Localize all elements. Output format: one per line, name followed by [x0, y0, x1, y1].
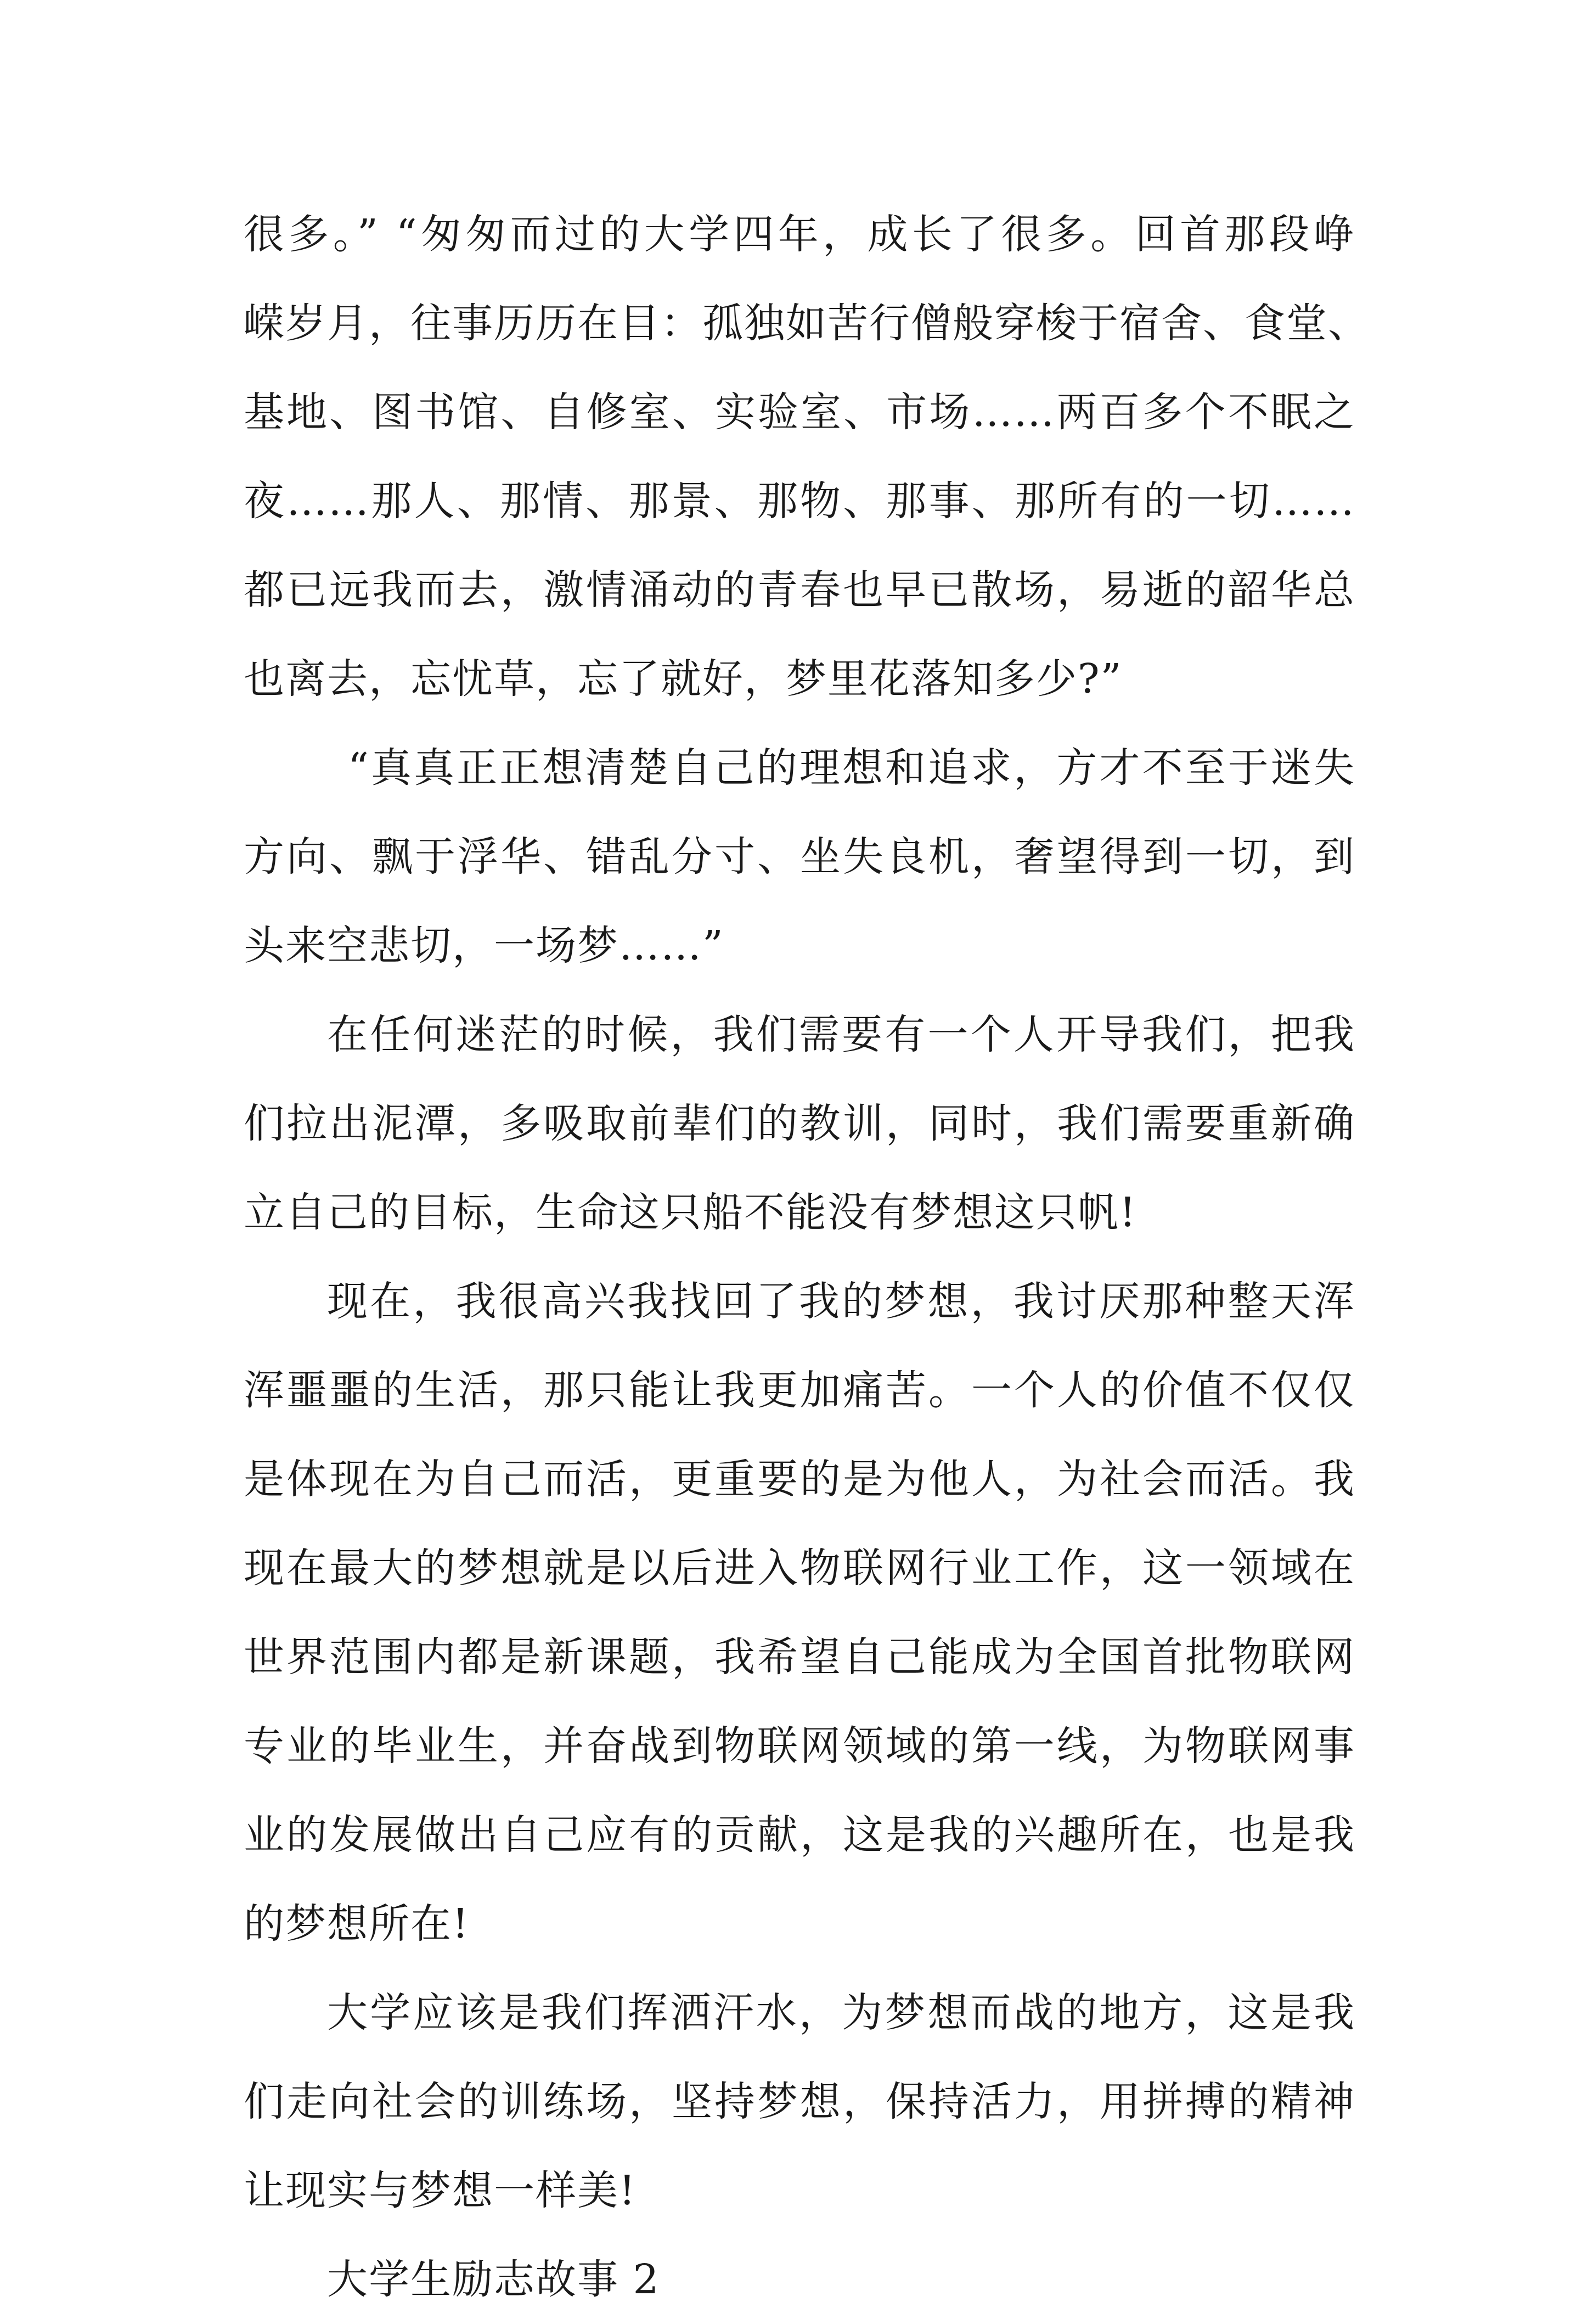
text-line: 也离去，忘忧草，忘了就好，梦里花落知多少?” [244, 655, 1123, 703]
text-line: 让现实与梦想一样美! [244, 2167, 637, 2214]
paragraph [244, 1257, 1355, 1968]
text-line: 大学应该是我们挥洒汗水，为梦想而战的地方，这是我 [327, 1989, 1355, 2036]
text-line: 世界范围内都是新课题，我希望自己能成为全国首批物联网 [244, 1633, 1355, 1681]
text-line: 基地、图书馆、自修室、实验室、市场……两百多个不眠之 [244, 389, 1355, 436]
text-line: 头来空悲切，一场梦……” [244, 922, 724, 969]
text-line: 专业的毕业生，并奋战到物联网领域的第一线，为物联网事 [244, 1722, 1355, 1770]
document-body [244, 190, 1370, 2324]
text-line: “真真正正想清楚自己的理想和追求，方才不至于迷失 [348, 744, 1355, 791]
text-line: 们拉出泥潭，多吸取前辈们的教训，同时，我们需要重新确 [244, 1100, 1355, 1147]
text-line: 业的发展做出自己应有的贡献，这是我的兴趣所在，也是我 [244, 1811, 1355, 1859]
text-line: 浑噩噩的生活，那只能让我更加痛苦。一个人的价值不仅仅 [244, 1367, 1355, 1414]
section-heading [244, 2235, 1355, 2324]
text-line: 现在，我很高兴我找回了我的梦想，我讨厌那种整天浑 [327, 1278, 1355, 1325]
text-line: 嵘岁月，往事历历在目：孤独如苦行僧般穿梭于宿舍、食堂、 [244, 300, 1370, 347]
text-line: 立自己的目标，生命这只船不能没有梦想这只帆! [244, 1189, 1137, 1236]
text-line: 方向、飘于浮华、错乱分寸、坐失良机，奢望得到一切，到 [244, 833, 1355, 880]
paragraph [244, 190, 1370, 723]
text-line: 很多。” “匆匆而过的大学四年，成长了很多。回首那段峥 [244, 211, 1355, 258]
paragraph [244, 723, 1355, 990]
text-line: 现在最大的梦想就是以后进入物联网行业工作，这一领域在 [244, 1545, 1355, 1592]
heading-line: 大学生励志故事 2 [327, 2256, 660, 2303]
text-line: 在任何迷茫的时候，我们需要有一个人开导我们，把我 [327, 1011, 1355, 1058]
text-line: 夜……那人、那情、那景、那物、那事、那所有的一切…… [244, 478, 1355, 525]
text-line: 是体现在为自己而活，更重要的是为他人，为社会而活。我 [244, 1456, 1355, 1503]
text-line: 的梦想所在! [244, 1900, 470, 1947]
paragraph [244, 990, 1355, 1257]
paragraph [244, 1968, 1355, 2235]
text-line: 都已远我而去，激情涌动的青春也早已散场，易逝的韶华总 [244, 566, 1355, 614]
text-line: 们走向社会的训练场，坚持梦想，保持活力，用拼搏的精神 [244, 2078, 1355, 2125]
